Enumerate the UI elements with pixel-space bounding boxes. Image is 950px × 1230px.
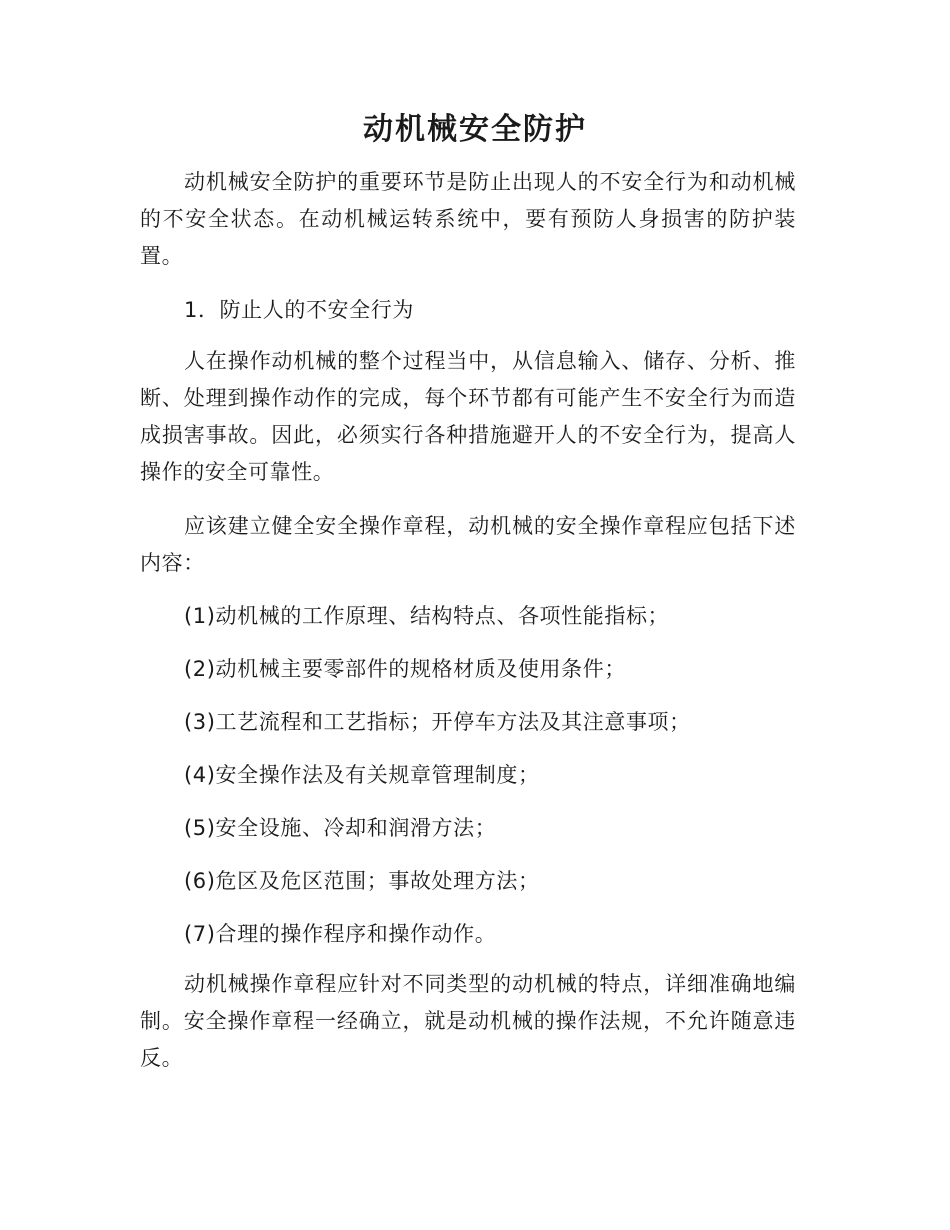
closing-paragraph: 动机械操作章程应针对不同类型的动机械的特点，详细准确地编制。安全操作章程一经确立，就是动机械的操作法规，不允许随意违反。	[140, 972, 796, 1070]
body-paragraph: 应该建立健全安全操作章程，动机械的安全操作章程应包括下述内容：	[140, 514, 796, 575]
list-item: (7)合理的操作程序和操作动作。	[184, 922, 497, 946]
list-item: (2)动机械主要零部件的规格材质及使用条件；	[184, 657, 626, 681]
list-item: (6)危区及危区范围；事故处理方法；	[184, 869, 540, 893]
section-heading: 1．防止人的不安全行为	[184, 298, 414, 322]
body-paragraph: 人在操作动机械的整个过程当中，从信息输入、储存、分析、推断、处理到操作动作的完成，每个环节都有可能产生不安全行为而造成损害事故。因此，必须实行各种措施避开人的不安全行为，提高人操作的安全可靠性。	[140, 349, 796, 484]
list-item: (4)安全操作法及有关规章管理制度；	[184, 763, 540, 787]
document-title: 动机械安全防护	[363, 112, 587, 147]
list-item: (1)动机械的工作原理、结构特点、各项性能指标；	[184, 604, 670, 628]
list-item: (5)安全设施、冷却和润滑方法；	[184, 816, 497, 840]
intro-paragraph: 动机械安全防护的重要环节是防止出现人的不安全行为和动机械的不安全状态。在动机械运转系统中，要有预防人身损害的防护装置。	[140, 170, 796, 268]
list-item: (3)工艺流程和工艺指标；开停车方法及其注意事项；	[184, 710, 691, 734]
